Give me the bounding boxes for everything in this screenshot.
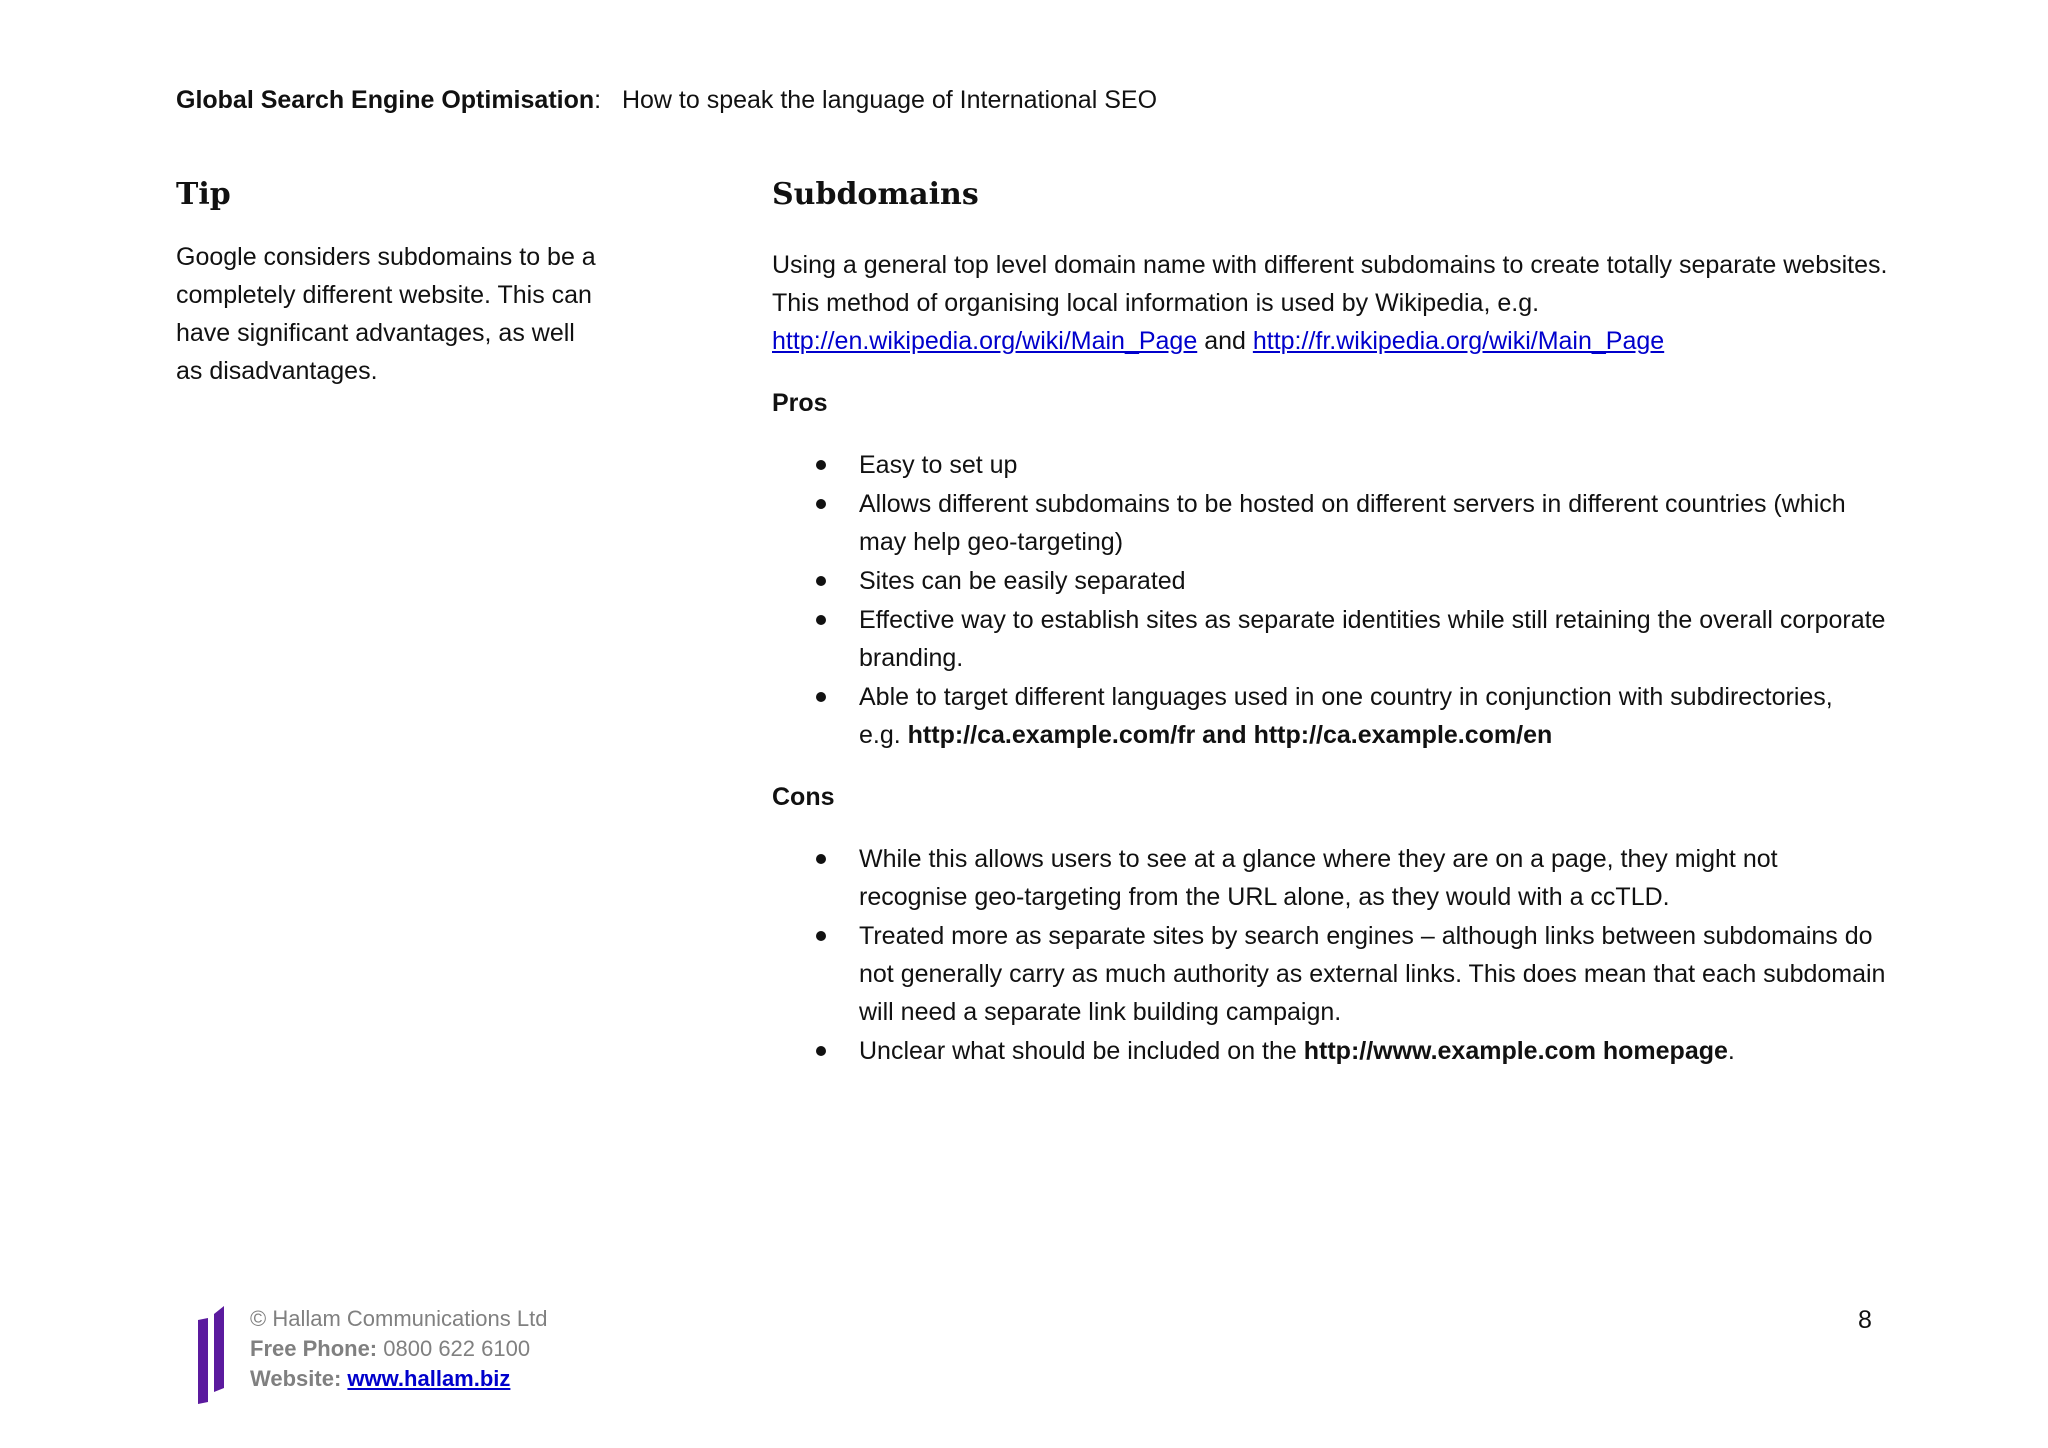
cons-item-text: Treated more as separate sites by search engines – although links between subdomains do not generally carry as much authority as external links. This does mean that each subdomain will need a separate link building campaign.	[859, 922, 1886, 1026]
bullet-icon	[816, 460, 826, 470]
page-number: 8	[1858, 1306, 1872, 1334]
pros-item-text: Sites can be easily separated	[859, 567, 1186, 595]
pros-item-text: Easy to set up	[859, 451, 1018, 479]
website-label: Website:	[250, 1366, 342, 1391]
tip-sidebar	[176, 174, 596, 390]
pros-item-prefix: e.g.	[859, 721, 901, 749]
list-item	[772, 446, 1892, 484]
bullet-icon	[816, 854, 826, 864]
bullet-icon	[816, 692, 826, 702]
tip-text: Google considers subdomains to be a completely different website. This can have significant advantages, as well as disadvantages.	[176, 243, 596, 385]
header-subtitle: How to speak the language of International SEO	[621, 86, 1158, 114]
hallam-logo-icon	[196, 1306, 228, 1406]
list-item	[772, 917, 1892, 1031]
pros-item-text: Allows different subdomains to be hosted on different servers in different countries (which may help geo-targeting)	[859, 490, 1846, 556]
pros-item-text: Able to target different languages used in one country in conjunction with subdirectories,	[859, 683, 1833, 711]
document-header	[176, 86, 1157, 115]
list-item	[772, 562, 1892, 600]
website-link[interactable]: www.hallam.biz	[347, 1366, 511, 1391]
list-item	[772, 840, 1892, 916]
wikipedia-fr-link[interactable]: http://fr.wikipedia.org/wiki/Main_Page	[1252, 327, 1665, 355]
footer-contact	[250, 1304, 547, 1394]
website-line	[250, 1364, 547, 1394]
section-heading: Subdomains	[772, 177, 979, 212]
list-item	[772, 485, 1892, 561]
pros-heading: Pros	[772, 389, 828, 417]
and-text: and	[1204, 327, 1246, 355]
pros-list	[772, 446, 1892, 754]
cons-item-bold-url: http://www.example.com homepage	[1303, 1037, 1728, 1065]
tip-heading: Tip	[176, 177, 231, 212]
list-item	[772, 601, 1892, 677]
cons-list	[772, 840, 1892, 1070]
copyright-text: © Hallam Communications Ltd	[250, 1306, 548, 1331]
logo-bar-right	[214, 1306, 224, 1392]
bullet-icon	[816, 931, 826, 941]
phone-line	[250, 1334, 547, 1364]
pros-item-bold-urls: http://ca.example.com/fr and http://ca.example.com/en	[907, 721, 1553, 749]
list-item	[772, 1032, 1892, 1070]
header-separator: :	[594, 86, 602, 114]
list-item	[772, 678, 1892, 754]
pros-item-text: Effective way to establish sites as separate identities while still retaining the overall corporate branding.	[859, 606, 1886, 672]
main-content	[772, 174, 1892, 1071]
phone-label: Free Phone:	[250, 1336, 378, 1361]
bullet-icon	[816, 499, 826, 509]
intro-paragraph	[772, 246, 1892, 360]
bullet-icon	[816, 1046, 826, 1056]
intro-text: Using a general top level domain name with different subdomains to create totally separate websites. This method of organising local information is used by Wikipedia, e.g.	[772, 251, 1888, 317]
phone-number: 0800 622 6100	[383, 1336, 531, 1361]
bullet-icon	[816, 576, 826, 586]
bullet-icon	[816, 615, 826, 625]
logo-bar-left	[198, 1318, 208, 1404]
cons-heading: Cons	[772, 783, 835, 811]
cons-item-text: While this allows users to see at a glance where they are on a page, they might not recognise geo-targeting from the URL alone, as they would with a ccTLD.	[859, 845, 1778, 911]
header-title: Global Search Engine Optimisation	[176, 86, 595, 114]
cons-item-prefix: Unclear what should be included on the	[859, 1037, 1297, 1065]
wikipedia-en-link[interactable]: http://en.wikipedia.org/wiki/Main_Page	[772, 327, 1198, 355]
cons-item-suffix: .	[1727, 1037, 1735, 1065]
